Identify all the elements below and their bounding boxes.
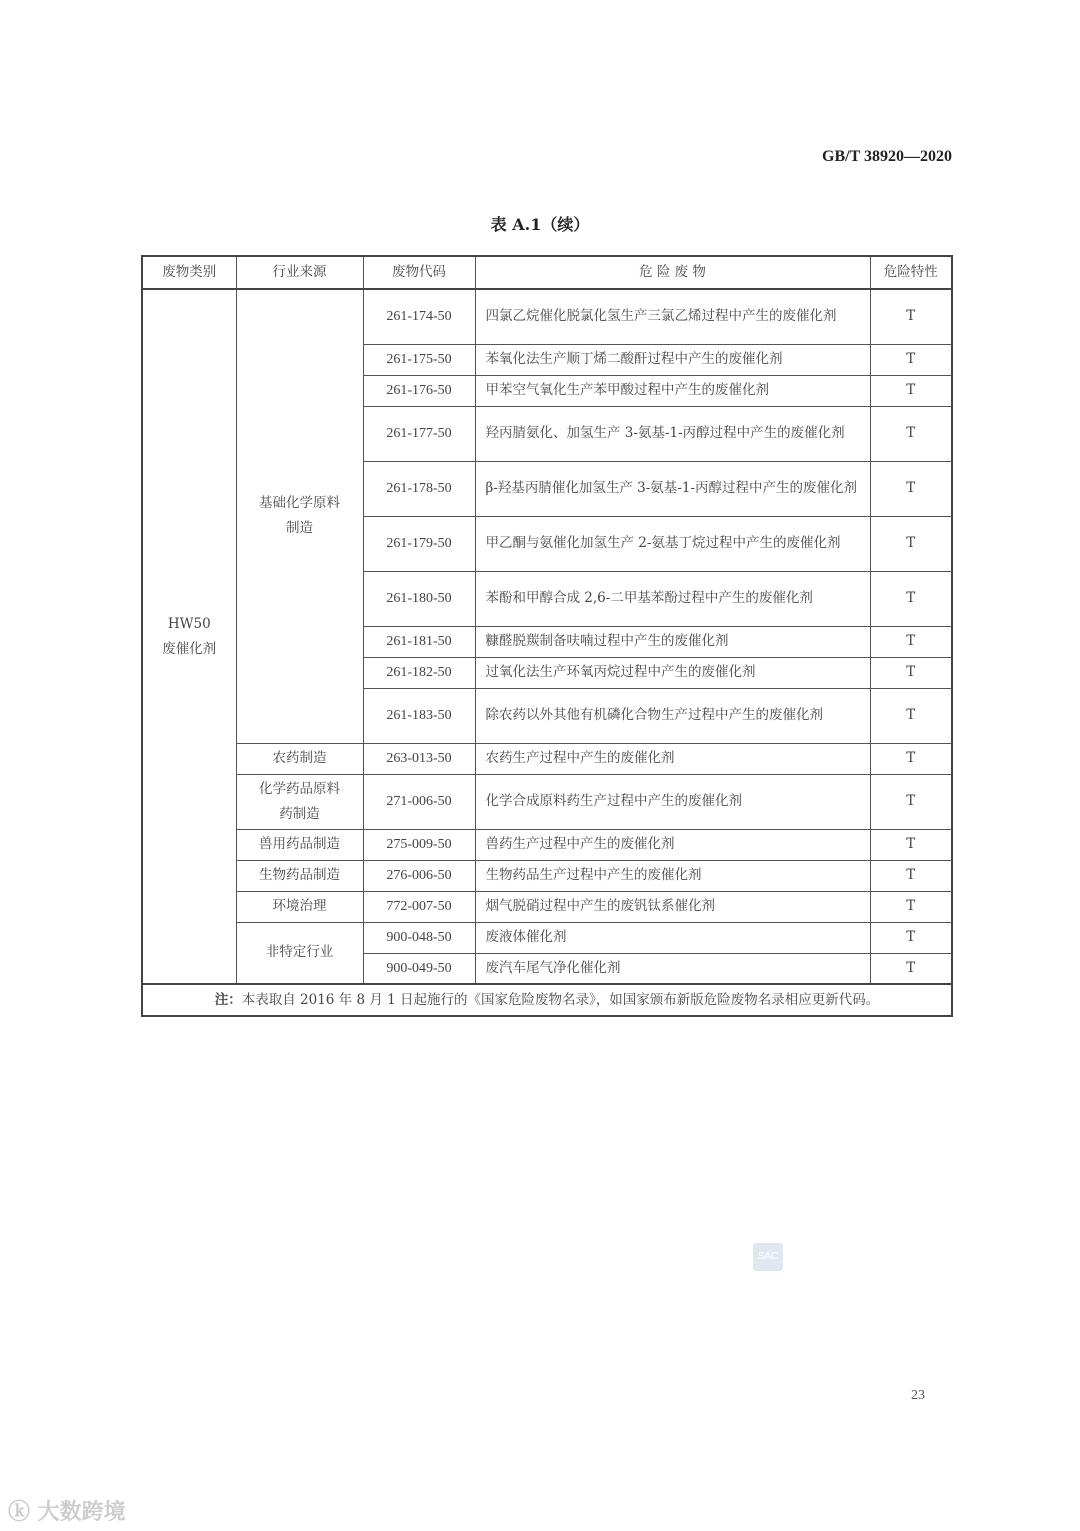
table-title: 表 A.1（续） <box>490 215 590 234</box>
note-label: 注： <box>214 991 242 1008</box>
hazardous-waste-cell: 生物药品生产过程中产生的废催化剂 <box>475 860 870 891</box>
hazard-characteristic-cell: T <box>870 289 952 344</box>
category-code: HW50 <box>167 615 211 632</box>
sac-logo: SAC <box>753 1243 783 1271</box>
hazard-characteristic-cell: T <box>870 953 952 984</box>
watermark-logo: ⓚ 大数跨境 <box>8 1500 126 1525</box>
industry-source-cell: 生物药品制造 <box>236 860 363 891</box>
table-row <box>142 289 952 344</box>
industry-source-cell: 化学药品原料药制造 <box>236 774 363 829</box>
waste-code-cell: 261-179-50 <box>363 516 475 571</box>
waste-category-cell <box>142 289 236 984</box>
waste-code-cell: 900-048-50 <box>363 922 475 953</box>
hazardous-waste-cell: 苯酚和甲醇合成 2,6-二甲基苯酚过程中产生的废催化剂 <box>475 571 870 626</box>
page-number: 23 <box>911 1388 925 1403</box>
table-row <box>142 829 952 860</box>
column-header: 废物类别 <box>142 256 236 289</box>
hazardous-waste-cell: β-羟基丙腈催化加氢生产 3-氨基-1-丙醇过程中产生的废催化剂 <box>475 461 870 516</box>
hazard-characteristic-cell: T <box>870 829 952 860</box>
waste-code-cell: 263-013-50 <box>363 743 475 774</box>
hazard-characteristic-cell: T <box>870 344 952 375</box>
waste-code-cell: 275-009-50 <box>363 829 475 860</box>
waste-code-cell: 900-049-50 <box>363 953 475 984</box>
category-name: 废催化剂 <box>162 640 217 657</box>
waste-code-cell: 261-182-50 <box>363 657 475 688</box>
table-header-row <box>142 256 952 289</box>
table-note-row <box>142 984 952 1016</box>
hazardous-waste-cell: 烟气脱硝过程中产生的废钒钛系催化剂 <box>475 891 870 922</box>
table-row <box>142 891 952 922</box>
hazardous-waste-cell: 废液体催化剂 <box>475 922 870 953</box>
hazardous-waste-cell: 苯氧化法生产顺丁烯二酸酐过程中产生的废催化剂 <box>475 344 870 375</box>
hazardous-waste-cell: 甲苯空气氧化生产苯甲酸过程中产生的废催化剂 <box>475 375 870 406</box>
column-header: 危险特性 <box>870 256 952 289</box>
table-note <box>142 984 952 1016</box>
hazardous-waste-cell: 甲乙酮与氨催化加氢生产 2-氨基丁烷过程中产生的废催化剂 <box>475 516 870 571</box>
hazard-characteristic-cell: T <box>870 743 952 774</box>
hazardous-waste-cell: 羟丙腈氨化、加氢生产 3-氨基-1-丙醇过程中产生的废催化剂 <box>475 406 870 461</box>
hazardous-waste-cell: 废汽车尾气净化催化剂 <box>475 953 870 984</box>
hazard-characteristic-cell: T <box>870 571 952 626</box>
hazard-characteristic-cell: T <box>870 688 952 743</box>
column-header: 行业来源 <box>236 256 363 289</box>
waste-code-cell: 261-180-50 <box>363 571 475 626</box>
column-header: 危 险 废 物 <box>475 256 870 289</box>
hazard-characteristic-cell: T <box>870 922 952 953</box>
waste-code-cell: 261-178-50 <box>363 461 475 516</box>
waste-code-cell: 261-175-50 <box>363 344 475 375</box>
waste-code-cell: 261-174-50 <box>363 289 475 344</box>
waste-code-cell: 276-006-50 <box>363 860 475 891</box>
hazardous-waste-cell: 四氯乙烷催化脱氯化氢生产三氯乙烯过程中产生的废催化剂 <box>475 289 870 344</box>
hazard-characteristic-cell: T <box>870 860 952 891</box>
standard-number: GB/T 38920—2020 <box>822 148 952 165</box>
column-header: 废物代码 <box>363 256 475 289</box>
table-row <box>142 922 952 953</box>
hazardous-waste-table <box>141 255 953 1017</box>
industry-source-cell: 兽用药品制造 <box>236 829 363 860</box>
waste-code-cell: 261-177-50 <box>363 406 475 461</box>
hazardous-waste-cell: 农药生产过程中产生的废催化剂 <box>475 743 870 774</box>
hazardous-waste-cell: 兽药生产过程中产生的废催化剂 <box>475 829 870 860</box>
waste-code-cell: 261-176-50 <box>363 375 475 406</box>
note-text: 本表取自 2016 年 8 月 1 日起施行的《国家危险废物名录》，如国家颁布新版危险废物名录相应更新代码。 <box>241 991 880 1008</box>
hazard-characteristic-cell: T <box>870 891 952 922</box>
hazard-characteristic-cell: T <box>870 657 952 688</box>
hazardous-waste-cell: 过氧化法生产环氧丙烷过程中产生的废催化剂 <box>475 657 870 688</box>
table-row <box>142 743 952 774</box>
waste-code-cell: 271-006-50 <box>363 774 475 829</box>
table-row <box>142 774 952 829</box>
waste-code-cell: 261-183-50 <box>363 688 475 743</box>
industry-source-cell: 环境治理 <box>236 891 363 922</box>
hazard-characteristic-cell: T <box>870 406 952 461</box>
hazard-characteristic-cell: T <box>870 626 952 657</box>
hazard-characteristic-cell: T <box>870 375 952 406</box>
hazard-characteristic-cell: T <box>870 774 952 829</box>
hazardous-waste-cell: 化学合成原料药生产过程中产生的废催化剂 <box>475 774 870 829</box>
hazardous-waste-cell: 糠醛脱羰制备呋喃过程中产生的废催化剂 <box>475 626 870 657</box>
hazardous-waste-cell: 除农药以外其他有机磷化合物生产过程中产生的废催化剂 <box>475 688 870 743</box>
industry-source-cell: 非特定行业 <box>236 922 363 984</box>
waste-code-cell: 772-007-50 <box>363 891 475 922</box>
waste-code-cell: 261-181-50 <box>363 626 475 657</box>
industry-source-cell: 基础化学原料制造 <box>236 289 363 743</box>
industry-source-cell: 农药制造 <box>236 743 363 774</box>
hazard-characteristic-cell: T <box>870 516 952 571</box>
table-row <box>142 860 952 891</box>
hazard-characteristic-cell: T <box>870 461 952 516</box>
